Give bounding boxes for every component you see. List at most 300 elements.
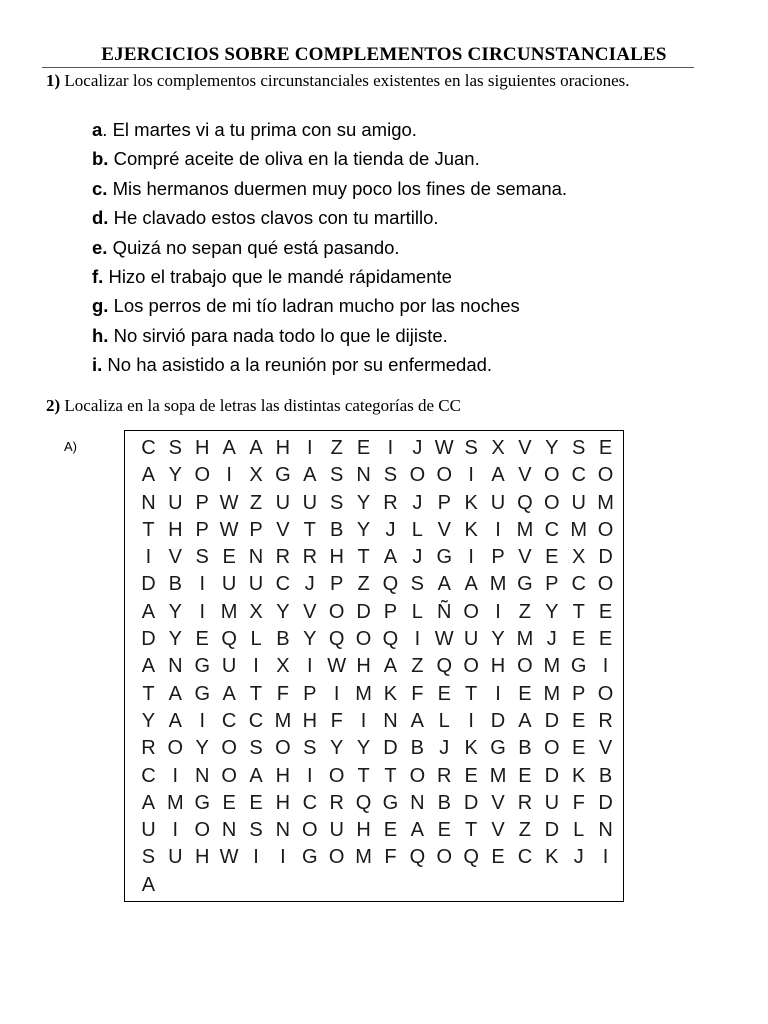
word-search-cell[interactable]: F [572,791,585,814]
word-search-cell[interactable]: I [602,655,609,678]
word-search-cell[interactable]: Q [436,655,453,678]
word-search-cell[interactable]: O [302,819,318,842]
word-search-cell[interactable]: M [489,573,507,596]
word-search-cell[interactable]: A [141,791,156,814]
word-search-cell[interactable]: E [222,546,236,569]
word-search-cell[interactable]: O [194,819,210,842]
word-search-cell[interactable]: O [409,764,426,787]
word-search-cell[interactable]: N [410,791,425,814]
word-search-cell[interactable]: G [382,791,399,814]
word-search-cell[interactable]: D [544,764,560,787]
word-search-cell[interactable]: A [464,573,478,596]
word-search-cell[interactable]: T [465,682,478,705]
sentence-g [92,291,732,320]
word-search-cell[interactable]: U [463,628,479,651]
word-search-cell[interactable]: S [410,573,425,596]
word-search-cell[interactable]: I [468,709,474,732]
word-search-cell[interactable]: Q [382,573,399,596]
word-search-cell[interactable]: I [495,518,501,541]
word-search-cell[interactable]: Q [355,791,372,814]
word-search-cell[interactable]: I [495,600,501,623]
sentence-text: Compré aceite de oliva en la tienda de Juan. [108,148,480,170]
word-search-cell[interactable]: T [384,764,397,787]
word-search-cell[interactable]: M [543,682,561,705]
word-search-cell[interactable]: C [248,709,264,732]
word-search-cell[interactable]: C [571,573,586,596]
word-search-cell[interactable]: O [463,600,479,623]
word-search-cell[interactable]: I [307,764,313,787]
word-search-cell[interactable]: I [172,764,179,787]
word-search-cell[interactable]: I [602,846,609,869]
word-search-cell[interactable]: D [598,791,613,814]
word-search-cell[interactable]: O [355,628,372,651]
word-search-cell[interactable]: A [383,655,398,678]
word-search-cell[interactable]: Y [491,628,505,651]
word-search-cell[interactable]: U [302,491,318,514]
word-search-cell[interactable]: B [518,737,532,760]
word-search-cell[interactable]: F [276,682,289,705]
word-search-cell[interactable]: C [275,573,291,596]
word-search-cell[interactable]: P [330,573,344,596]
word-search-cell[interactable]: P [383,600,398,623]
word-search-cell[interactable]: O [436,846,453,869]
word-search-cell[interactable]: U [168,491,183,514]
word-search-cell[interactable]: I [333,682,340,705]
word-search-cell[interactable]: E [545,546,559,569]
word-search-cell[interactable]: O [597,464,614,487]
word-search-cell[interactable]: J [385,518,396,541]
word-search-cell[interactable]: K [545,846,559,869]
word-search-cell[interactable]: S [303,737,317,760]
word-search-cell[interactable]: Q [409,846,426,869]
word-search-cell[interactable]: B [330,518,344,541]
word-search-cell[interactable]: E [572,737,586,760]
word-search-cell[interactable]: D [383,737,398,760]
word-search-cell[interactable]: Y [356,737,371,760]
word-search-cell[interactable]: V [518,464,532,487]
word-search-cell[interactable]: Y [303,628,317,651]
word-search-cell[interactable]: H [195,437,210,459]
word-search-cell[interactable]: U [544,791,560,814]
title-underline [42,67,694,68]
word-search-cell[interactable]: D [356,600,371,623]
word-search-cell[interactable]: T [249,682,263,705]
word-search-cell[interactable]: C [302,791,318,814]
word-search-cell[interactable]: L [438,709,450,732]
word-search-cell[interactable]: S [330,491,344,514]
word-search-cell[interactable]: L [573,819,585,842]
word-search-cell[interactable]: H [275,791,291,814]
word-search-cell[interactable]: Y [330,737,344,760]
word-search-cell[interactable]: H [275,764,291,787]
word-search-cell[interactable]: G [275,464,291,487]
word-search-cell[interactable]: A [303,464,317,487]
word-search-cell[interactable]: S [141,846,156,869]
word-search-cell[interactable]: H [490,655,506,678]
word-search-cell[interactable]: B [276,628,290,651]
word-search-cell[interactable]: E [491,846,505,869]
word-search-cell[interactable]: D [544,819,560,842]
word-search-cell[interactable]: P [437,491,451,514]
word-search-cell[interactable]: O [275,737,291,760]
word-search-cell[interactable]: Z [411,655,424,678]
word-search-cell[interactable]: U [221,655,237,678]
word-search-cell[interactable]: J [412,491,423,514]
exercise-2-number: 2) [46,396,61,415]
word-search-cell[interactable]: P [545,573,559,596]
word-search-cell[interactable]: Ñ [437,600,452,623]
word-search-cell[interactable]: O [544,491,560,514]
word-search-cell[interactable]: I [414,628,421,651]
word-search-cell[interactable]: G [194,655,210,678]
word-search-cell[interactable]: U [141,819,156,842]
word-search-cell[interactable]: C [544,518,560,541]
word-search-cell[interactable]: K [464,737,478,760]
word-search-cell[interactable]: M [355,682,372,705]
word-search-cell[interactable]: E [383,819,398,842]
word-search-cell[interactable]: Q [382,628,399,651]
word-search-cell[interactable]: M [220,600,238,623]
word-search-cell[interactable]: N [598,819,613,842]
word-search-cell[interactable]: F [411,682,424,705]
word-search-cell[interactable]: J [546,628,557,651]
word-search-cell[interactable]: N [221,819,237,842]
word-search-cell[interactable]: P [249,518,263,541]
word-search-cell[interactable]: N [168,655,183,678]
word-search-cell[interactable]: A [410,709,425,732]
word-search-cell[interactable]: N [275,819,291,842]
word-search-cell[interactable]: M [570,518,588,541]
word-search-cell[interactable]: I [495,682,501,705]
word-search-cell[interactable]: Y [356,518,371,541]
word-search-cell[interactable]: S [249,737,263,760]
word-search-cell[interactable]: R [383,491,398,514]
word-search-cell[interactable]: I [387,437,394,459]
word-search-cell[interactable]: J [412,546,423,569]
word-search-cell[interactable]: Q [328,628,345,651]
word-search-cell[interactable]: B [437,791,451,814]
sentence-text: . El martes vi a tu prima con su amigo. [102,119,417,140]
word-search-cell[interactable]: P [303,682,317,705]
word-search-cell[interactable]: A [491,464,505,487]
word-search-cell[interactable]: O [194,464,210,487]
word-search-cell[interactable]: U [490,491,506,514]
word-search-cell[interactable]: M [489,764,507,787]
word-search-cell[interactable]: E [572,628,586,651]
word-search-cell[interactable]: C [141,437,156,459]
sentence-letter: b. [92,148,109,170]
word-search-cell[interactable]: I [145,546,152,569]
word-search-cell[interactable]: O [597,518,614,541]
word-search-cell[interactable]: I [199,573,205,596]
word-search-cell[interactable]: W [434,437,454,459]
word-search-cell[interactable]: A [437,573,451,596]
word-search-cell[interactable]: S [195,546,209,569]
word-search-cell[interactable]: Y [545,437,559,459]
sentence-letter: f. [92,265,104,287]
word-search-cell[interactable]: H [302,709,318,732]
word-search-cell[interactable]: S [572,437,586,459]
word-search-cell[interactable]: A [141,655,156,678]
word-search-cell[interactable]: O [409,464,426,487]
word-search-cell[interactable]: A [518,709,532,732]
word-search-cell[interactable]: A [141,600,156,623]
word-search-cell[interactable]: U [248,573,264,596]
word-search-cell[interactable]: J [573,846,584,869]
word-search-cell[interactable]: B [168,573,182,596]
word-search-cell[interactable]: M [274,709,292,732]
word-search-cell[interactable]: F [330,709,343,732]
word-search-cell[interactable]: T [303,518,316,541]
word-search-cell[interactable]: G [302,846,318,869]
word-search-cell[interactable]: G [570,655,587,678]
exercise-1-instruction [46,69,706,92]
word-search-cell[interactable]: O [328,600,345,623]
word-search-cell[interactable]: A [249,764,263,787]
word-search-cell[interactable]: I [360,709,367,732]
word-search-cell[interactable]: A [383,546,398,569]
word-search-cell[interactable]: Y [168,600,182,623]
word-search-cell[interactable]: Y [276,600,290,623]
word-search-cell[interactable]: B [410,737,425,760]
word-search-cell[interactable]: V [518,546,532,569]
word-search-cell[interactable]: P [491,546,505,569]
word-search-cell[interactable]: G [194,791,210,814]
word-search-cell[interactable]: V [491,791,505,814]
word-search-cell[interactable]: T [572,600,585,623]
word-search-cell[interactable]: G [517,573,533,596]
word-search-cell[interactable]: P [195,491,209,514]
word-search-cell[interactable]: K [383,682,398,705]
word-search-cell[interactable]: Y [195,737,209,760]
word-search-cell[interactable]: O [463,655,479,678]
word-search-cell[interactable]: Y [141,709,156,732]
word-search-cell[interactable]: V [491,819,505,842]
word-search-cell[interactable]: G [194,682,210,705]
word-search-cell[interactable]: N [248,546,264,569]
word-search-cell[interactable]: H [195,846,210,869]
word-search-cell[interactable]: G [490,737,506,760]
word-search-cell[interactable]: N [383,709,398,732]
word-search-cell[interactable]: T [142,518,155,541]
word-search-cell[interactable]: N [356,464,371,487]
word-search-cell[interactable]: O [221,737,237,760]
word-search-cell[interactable]: E [464,764,478,787]
word-search-cell[interactable]: D [598,546,613,569]
word-search-cell[interactable]: E [518,764,532,787]
word-search-cell[interactable]: A [410,819,425,842]
word-search-cell[interactable]: Z [357,573,370,596]
word-search-cell[interactable]: V [303,600,317,623]
word-search-cell[interactable]: U [571,491,586,514]
word-search-cell[interactable]: W [327,655,347,678]
word-search-cell[interactable]: A [141,464,156,487]
word-search-cell[interactable]: X [249,600,263,623]
word-search-cell[interactable]: T [357,546,370,569]
word-search-cell[interactable]: E [598,628,613,651]
word-search-cell[interactable]: K [572,764,586,787]
word-search-cell[interactable]: W [219,491,239,514]
word-search-cell[interactable]: R [302,546,318,569]
word-search-cell[interactable]: H [275,437,291,459]
sentence-c [92,174,732,203]
sentence-text: Quizá no sepan qué está pasando. [107,236,400,258]
word-search-cell[interactable]: V [598,737,613,760]
word-search-cell[interactable]: L [411,518,423,541]
word-search-cell[interactable]: Y [545,600,559,623]
word-search-cell[interactable]: L [411,600,423,623]
word-search-cell[interactable]: T [357,764,370,787]
word-search-cell[interactable]: Q [517,491,533,514]
word-search-cell[interactable]: C [571,464,586,487]
word-search-cell[interactable]: O [436,464,453,487]
word-search-cell[interactable]: I [280,846,286,869]
word-search-cell[interactable]: Z [518,819,532,842]
word-search-cell[interactable]: K [464,518,478,541]
word-search-cell[interactable]: W [219,846,239,869]
word-search-cell[interactable]: M [516,628,534,651]
word-search-cell[interactable]: N [195,764,210,787]
word-search-cell[interactable]: O [328,846,345,869]
word-search-cell[interactable]: I [307,437,313,459]
word-search-cell[interactable]: A [168,709,182,732]
word-search-cell[interactable]: Q [463,846,479,869]
word-search-cell[interactable]: S [330,464,344,487]
word-search-cell[interactable]: D [463,791,479,814]
word-search-cell[interactable]: X [249,464,263,487]
word-search-cell[interactable]: U [329,819,344,842]
word-search-cell[interactable]: E [437,819,451,842]
word-search-cell[interactable]: E [195,628,209,651]
word-search-cell[interactable]: Z [249,491,263,514]
word-search-cell[interactable]: D [544,709,560,732]
word-search-cell[interactable]: J [439,737,450,760]
word-search-cell[interactable]: V [276,518,290,541]
word-search-cell[interactable]: V [518,437,532,459]
word-search-cell[interactable]: O [328,764,345,787]
word-search-cell[interactable]: O [221,764,237,787]
word-search-cell[interactable]: D [490,709,506,732]
word-search-cell[interactable]: C [221,709,237,732]
word-search-cell[interactable]: O [517,655,533,678]
word-search-cell[interactable]: A [222,682,236,705]
word-search-cell[interactable]: W [434,628,454,651]
word-search-cell[interactable]: S [383,464,398,487]
word-search-cell[interactable]: O [597,573,614,596]
word-search-cell[interactable]: D [141,628,156,651]
word-search-cell[interactable]: J [304,573,315,596]
word-search-cell[interactable]: A [222,437,236,459]
word-search-cell[interactable]: M [355,846,372,869]
word-search-cell[interactable]: N [141,491,156,514]
word-search-cell[interactable]: Z [518,600,532,623]
word-search-cell[interactable]: E [598,437,613,459]
word-search-cell[interactable]: E [356,437,371,459]
word-search-cell[interactable]: Y [168,464,182,487]
word-search-cell[interactable]: I [199,709,205,732]
word-search-cell[interactable]: M [543,655,561,678]
word-search-cell[interactable]: Y [356,491,371,514]
word-search-cell[interactable]: C [141,764,156,787]
word-search-cell[interactable]: S [249,819,263,842]
word-search-cell[interactable]: I [253,655,259,678]
word-search-cell[interactable]: H [168,518,183,541]
word-search-cell[interactable]: R [437,764,452,787]
word-search-cell[interactable]: Q [221,628,237,651]
word-search-cell[interactable]: O [167,737,184,760]
word-search-cell[interactable]: S [464,437,478,459]
word-search-cell[interactable]: I [468,546,474,569]
word-search-cell[interactable]: W [219,518,239,541]
word-search-cell[interactable]: C [517,846,533,869]
word-search-cell[interactable]: Y [168,628,182,651]
word-search-cell[interactable]: G [436,546,453,569]
word-search-cell[interactable]: R [141,737,156,760]
word-search-cell[interactable]: H [329,546,344,569]
word-search-cell[interactable]: E [598,600,613,623]
word-search-cell[interactable]: X [276,655,290,678]
word-search-cell[interactable]: T [465,819,478,842]
word-search-cell[interactable]: R [517,791,533,814]
word-search-cell[interactable]: R [329,791,344,814]
word-search-cell[interactable]: I [199,600,205,623]
word-search-cell[interactable]: U [221,573,237,596]
word-search-cell[interactable]: F [384,846,397,869]
word-search-cell[interactable]: A [249,437,263,459]
word-search-cell[interactable]: P [572,682,586,705]
word-search-cell[interactable]: M [516,518,534,541]
word-search-cell[interactable]: I [172,819,179,842]
word-search-cell[interactable]: R [598,709,613,732]
word-search-cell[interactable]: P [195,518,209,541]
word-search-cell[interactable]: A [141,873,156,896]
word-search-cell[interactable]: E [518,682,532,705]
word-search-cell[interactable]: I [307,655,313,678]
word-search-cell[interactable]: X [572,546,586,569]
word-search-cell[interactable]: D [141,573,156,596]
word-search-cell[interactable]: K [464,491,478,514]
word-search-cell[interactable]: Z [330,437,343,459]
word-search-cell[interactable]: U [275,491,291,514]
word-search-cell[interactable]: M [167,791,184,814]
word-search-cell[interactable]: O [544,737,560,760]
word-search-cell[interactable]: I [468,464,474,487]
word-search-cell[interactable]: U [168,846,183,869]
word-search-cell[interactable]: I [253,846,259,869]
sentence-h [92,321,732,350]
word-search-cell[interactable]: E [437,682,451,705]
word-search-cell[interactable]: J [412,437,423,459]
word-search-cell[interactable]: M [597,491,614,514]
word-search-cell[interactable]: X [491,437,505,459]
word-search-cell[interactable]: E [249,791,263,814]
word-search-cell[interactable]: O [597,682,614,705]
word-search-cell[interactable]: V [168,546,182,569]
word-search-cell[interactable]: S [168,437,182,459]
word-search-cell[interactable]: E [222,791,236,814]
word-search-cell[interactable]: A [168,682,182,705]
word-search-cell[interactable]: B [598,764,613,787]
word-search-cell[interactable]: T [142,682,155,705]
word-search-cell[interactable]: R [275,546,291,569]
word-search-cell[interactable]: I [226,464,232,487]
word-search-cell[interactable]: E [572,709,586,732]
word-search-cell[interactable]: O [544,464,560,487]
word-search-cell[interactable]: H [356,819,371,842]
word-search-cell[interactable]: L [250,628,262,651]
word-search-cell[interactable]: V [437,518,451,541]
word-search-cell[interactable]: H [356,655,371,678]
